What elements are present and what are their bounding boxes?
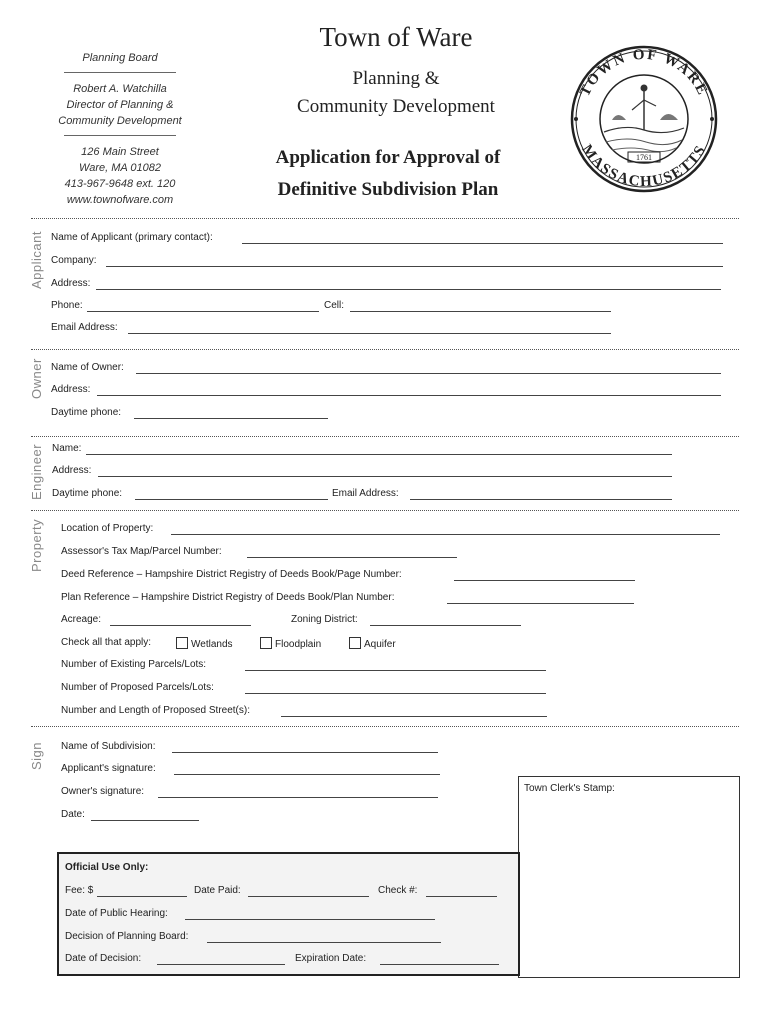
applicant-name-field[interactable] (242, 243, 723, 244)
property-location-row (61, 523, 720, 539)
owner-address-row (51, 384, 721, 400)
applicant-company-row (51, 255, 723, 271)
expiration-date-label: Expiration Date: (295, 953, 367, 964)
applicant-cell-field[interactable] (350, 311, 611, 312)
aquifer-option[interactable] (349, 637, 396, 650)
existing-parcels-row (61, 659, 546, 675)
owner-phone-label: Daytime phone: (51, 407, 122, 418)
date-field[interactable] (91, 820, 199, 821)
check-all-row (61, 637, 461, 653)
town-clerk-stamp-label: Town Clerk's Stamp: (524, 783, 615, 794)
section-divider (31, 436, 739, 437)
wetlands-checkbox[interactable] (176, 637, 188, 649)
applicant-address-row (51, 278, 721, 294)
acreage-zoning-row (61, 614, 521, 630)
section-divider (31, 510, 739, 511)
owner-name-field[interactable] (136, 373, 721, 374)
floodplain-checkbox[interactable] (260, 637, 272, 649)
assessor-row (61, 546, 457, 562)
official-use-box (57, 852, 520, 976)
owner-name-row (51, 362, 721, 378)
planning-board-label: Planning Board (82, 52, 158, 64)
acreage-field[interactable] (110, 625, 251, 626)
assessor-label: Assessor's Tax Map/Parcel Number: (61, 546, 222, 557)
director-title-line2: Community Development (58, 115, 182, 127)
expiration-date-field[interactable] (380, 964, 499, 965)
seal-top-text: TOWN OF WARE (577, 46, 711, 100)
section-label-engineer: Engineer (29, 443, 44, 500)
date-row (61, 809, 199, 825)
floodplain-label: Floodplain (275, 639, 322, 650)
proposed-streets-label: Number and Length of Proposed Street(s): (61, 705, 250, 716)
director-name: Robert A. Watchilla (73, 83, 167, 95)
subdivision-name-label: Name of Subdivision: (61, 741, 156, 752)
plan-reference-row (61, 592, 634, 608)
check-all-label: Check all that apply: (61, 637, 152, 648)
engineer-name-field[interactable] (86, 454, 672, 455)
seal-year: 1761 (636, 153, 652, 162)
hearing-date-label: Date of Public Hearing: (65, 908, 168, 919)
board-decision-row (65, 931, 441, 947)
section-label-owner: Owner (29, 358, 44, 399)
proposed-streets-row (61, 705, 547, 721)
applicant-address-label: Address: (51, 278, 91, 289)
director-title-line1: Director of Planning & (66, 99, 174, 111)
section-divider (31, 726, 739, 727)
proposed-parcels-row (61, 682, 546, 698)
applicant-signature-field[interactable] (174, 774, 440, 775)
hearing-date-field[interactable] (185, 919, 435, 920)
subdivision-name-field[interactable] (172, 752, 438, 753)
town-seal-icon (556, 44, 732, 194)
check-number-label: Check #: (378, 885, 418, 896)
acreage-label: Acreage: (61, 614, 102, 625)
applicant-signature-label: Applicant's signature: (61, 763, 156, 774)
existing-parcels-field[interactable] (245, 670, 546, 671)
fee-label: Fee: $ (65, 885, 94, 896)
proposed-streets-field[interactable] (281, 716, 547, 717)
letterhead-contact (40, 50, 200, 208)
owner-signature-field[interactable] (158, 797, 438, 798)
engineer-phone-row (52, 488, 672, 504)
assessor-field[interactable] (247, 557, 457, 558)
engineer-phone-field[interactable] (135, 499, 328, 500)
engineer-address-field[interactable] (98, 476, 672, 477)
section-divider (31, 349, 739, 350)
date-paid-label: Date Paid: (194, 885, 241, 896)
applicant-company-field[interactable] (106, 266, 723, 267)
decision-date-row (65, 953, 499, 969)
property-location-field[interactable] (171, 534, 720, 535)
city-state-zip: Ware, MA 01082 (79, 162, 161, 174)
proposed-parcels-field[interactable] (245, 693, 546, 694)
owner-address-field[interactable] (97, 395, 721, 396)
deed-reference-label: Deed Reference – Hampshire District Registry of Deeds Book/Page Number: (61, 569, 402, 580)
applicant-name-label: Name of Applicant (primary contact): (51, 232, 213, 243)
applicant-email-label: Email Address: (51, 322, 118, 333)
aquifer-label: Aquifer (364, 639, 396, 650)
date-label: Date: (61, 809, 85, 820)
department-line2: Community Development (297, 96, 495, 117)
aquifer-checkbox[interactable] (349, 637, 361, 649)
decision-date-label: Date of Decision: (65, 953, 142, 964)
section-label-applicant: Applicant (29, 231, 44, 289)
section-divider (31, 218, 739, 219)
owner-signature-row (61, 786, 438, 802)
town-title: Town of Ware (319, 22, 473, 52)
plan-reference-label: Plan Reference – Hampshire District Registry of Deeds Book/Plan Number: (61, 592, 395, 603)
phone-number: 413-967-9648 ext. 120 (64, 178, 176, 190)
board-decision-field[interactable] (207, 942, 441, 943)
application-title-line1: Application for Approval of (275, 147, 501, 168)
deed-reference-row (61, 569, 635, 585)
owner-address-label: Address: (51, 384, 91, 395)
decision-date-field[interactable] (157, 964, 285, 965)
applicant-signature-row (61, 763, 440, 779)
wetlands-option[interactable] (176, 637, 233, 650)
property-location-label: Location of Property: (61, 523, 154, 534)
subdivision-name-row (61, 741, 438, 757)
fee-field[interactable] (97, 896, 187, 897)
zoning-label: Zoning District: (291, 614, 358, 625)
letterhead-divider (64, 72, 176, 73)
application-title-line2: Definitive Subdivision Plan (277, 179, 499, 200)
seal-bottom-text: MASSACHUSETTS (578, 141, 710, 191)
official-use-title: Official Use Only: (65, 862, 149, 873)
applicant-cell-label: Cell: (324, 300, 345, 311)
zoning-field[interactable] (370, 625, 521, 626)
owner-phone-row (51, 407, 328, 423)
owner-signature-label: Owner's signature: (61, 786, 145, 797)
floodplain-option[interactable] (260, 637, 321, 650)
fee-row (65, 885, 497, 901)
applicant-phone-field[interactable] (87, 311, 319, 312)
applicant-name-row (51, 232, 723, 248)
engineer-name-row (52, 443, 672, 459)
applicant-address-field[interactable] (96, 289, 721, 290)
applicant-phone-row (51, 300, 611, 316)
proposed-parcels-label: Number of Proposed Parcels/Lots: (61, 682, 214, 693)
letterhead-divider (64, 135, 176, 136)
engineer-email-field[interactable] (410, 499, 672, 500)
board-decision-label: Decision of Planning Board: (65, 931, 189, 942)
applicant-company-label: Company: (51, 255, 97, 266)
department-line1: Planning & (352, 68, 440, 89)
engineer-name-label: Name: (52, 443, 82, 454)
applicant-phone-label: Phone: (51, 300, 83, 311)
applicant-email-field[interactable] (128, 333, 611, 334)
hearing-date-row (65, 908, 435, 924)
engineer-address-row (52, 465, 672, 481)
applicant-email-row (51, 322, 611, 338)
website: www.townofware.com (66, 194, 174, 206)
wetlands-label: Wetlands (191, 639, 233, 650)
section-label-sign: Sign (29, 741, 44, 770)
town-clerk-stamp-box (518, 776, 740, 978)
check-number-field[interactable] (426, 896, 497, 897)
owner-phone-field[interactable] (134, 418, 328, 419)
existing-parcels-label: Number of Existing Parcels/Lots: (61, 659, 207, 670)
deed-reference-field[interactable] (454, 580, 635, 581)
engineer-phone-label: Daytime phone: (52, 488, 123, 499)
engineer-address-label: Address: (52, 465, 92, 476)
plan-reference-field[interactable] (447, 603, 634, 604)
street-address: 126 Main Street (81, 146, 159, 158)
owner-name-label: Name of Owner: (51, 362, 124, 373)
section-label-property: Property (29, 518, 44, 572)
engineer-email-label: Email Address: (332, 488, 399, 499)
town-seal (556, 44, 732, 194)
date-paid-field[interactable] (248, 896, 369, 897)
